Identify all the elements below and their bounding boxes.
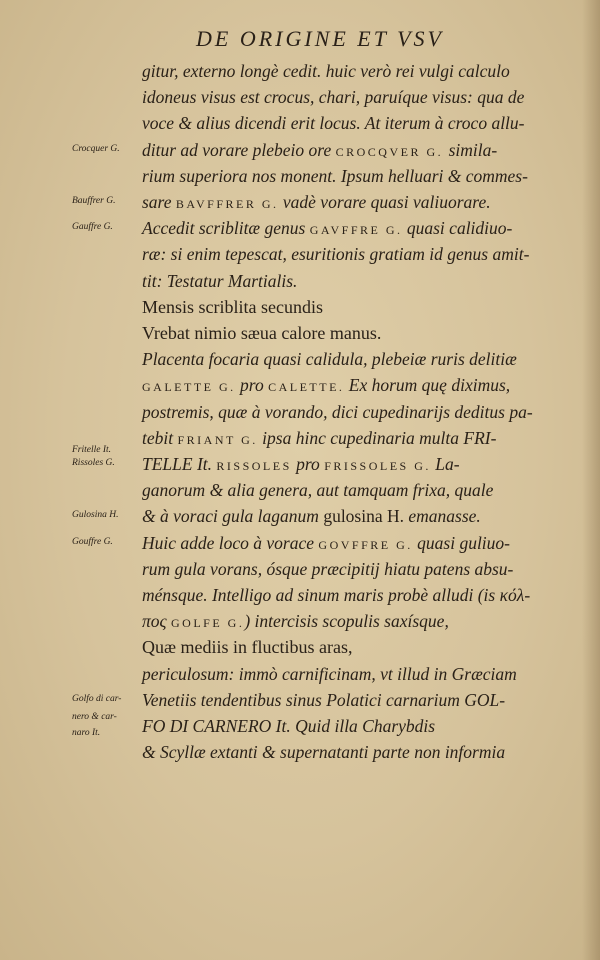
- text-line: [142, 268, 297, 294]
- text-line: [142, 687, 505, 713]
- text-line: [142, 320, 381, 346]
- text-segment: Mensis scriblita secundis: [142, 296, 323, 317]
- text-segment: idoneus visus est crocus, chari, paruíque visus: qua de: [142, 87, 525, 108]
- text-segment: ditur ad vorare plebeio ore: [142, 139, 336, 160]
- text-line: [142, 608, 449, 636]
- text-segment: quasi calidiuo-: [402, 218, 513, 239]
- margin-note: Golfo di car-: [72, 693, 122, 704]
- text-line: [142, 58, 510, 84]
- page-edge-shadow: [582, 0, 600, 960]
- text-segment: RISSOLES: [216, 459, 292, 473]
- text-line: [142, 556, 513, 582]
- text-segment: G.: [420, 144, 449, 159]
- text-segment: quasi guliuo-: [412, 532, 510, 553]
- text-line: [142, 346, 517, 372]
- text-segment: FO DI CARNERO It. Quid illa Charybdis: [142, 716, 436, 736]
- text-segment: FRISSOLES G.: [324, 459, 431, 473]
- text-segment: & à voraci gula laganum: [142, 506, 324, 527]
- text-segment: tebit: [142, 427, 178, 448]
- text-segment: Vrebat nimio sæua calore manus.: [142, 323, 382, 343]
- text-line: [142, 110, 525, 136]
- text-segment: pro: [235, 375, 269, 396]
- text-segment: ganorum & alia genera, aut tamquam frixa, quale: [142, 480, 494, 501]
- text-segment: CROCQVER: [335, 144, 421, 159]
- text-line: [142, 84, 524, 110]
- text-segment: tit: Testatur Martialis.: [142, 270, 298, 291]
- text-line: [142, 215, 512, 243]
- margin-note: Rissoles G.: [72, 458, 115, 468]
- text-line: [142, 163, 528, 189]
- text-segment: Quæ mediis in fluctibus aras,: [142, 637, 353, 658]
- text-segment: BAVFFRER G.: [175, 197, 279, 211]
- text-line: [142, 634, 352, 660]
- text-line: [142, 241, 529, 267]
- text-segment: La-: [430, 454, 460, 474]
- text-segment: ipsa hinc cupedinaria multa FRI-: [257, 427, 497, 448]
- text-line: [142, 661, 517, 687]
- text-segment: & Scyllæ extanti & supernatanti parte non informia: [142, 742, 506, 763]
- text-segment: Placenta focaria quasi calidula, plebeiæ ruris delitiæ: [142, 349, 517, 370]
- text-line: [142, 451, 460, 479]
- text-segment: gitur, externo longè cedit. huic verò rei vulgi calculo: [142, 61, 510, 81]
- margin-note: nero & car-: [72, 712, 117, 723]
- text-segment: ) intercisis scopulis saxísque,: [244, 611, 449, 632]
- text-segment: emanasse.: [404, 506, 481, 527]
- text-line: [142, 582, 530, 608]
- text-segment: Accedit scriblitæ genus: [142, 218, 310, 239]
- margin-note: Bauffrer G.: [72, 196, 116, 206]
- text-segment: GOVFFRE G.: [318, 537, 413, 552]
- margin-note: naro It.: [72, 727, 101, 738]
- text-segment: CALETTE.: [268, 380, 345, 395]
- text-segment: rium superiora nos monent. Ipsum helluari & commes-: [142, 165, 528, 186]
- text-line: [142, 189, 491, 217]
- text-segment: pro: [291, 454, 325, 474]
- text-segment: simila-: [448, 139, 498, 160]
- text-line: [142, 477, 493, 503]
- text-segment: GAVFFRE G.: [309, 223, 403, 238]
- text-line: [142, 713, 435, 739]
- text-line: [142, 739, 505, 765]
- text-line: [142, 294, 323, 320]
- margin-note: Fritelle It.: [72, 444, 112, 455]
- text-line: [142, 372, 510, 400]
- running-head: DE ORIGINE ET VSV: [196, 26, 444, 51]
- text-segment: ræ: si enim tepescat, esuritionis gratiam id genus amit-: [142, 244, 530, 265]
- text-segment: gulosina H.: [323, 506, 405, 527]
- text-segment: Huic adde loco à vorace: [142, 532, 319, 553]
- text-segment: postremis, quæ à vorando, dici cupedinarijs deditus pa-: [142, 401, 533, 422]
- text-segment: vadè vorare quasi valiuorare.: [278, 192, 491, 212]
- text-segment: Venetiis tendentibus sinus Polatici carnarium GOL-: [142, 689, 506, 710]
- text-line: [142, 503, 481, 529]
- text-segment: πος: [142, 611, 171, 632]
- text-segment: sare: [142, 192, 176, 212]
- margin-note: Crocquer G.: [72, 143, 120, 154]
- text-segment: rum gula vorans, ósque præcipitij hiatu patens absu-: [142, 558, 514, 579]
- text-segment: Ex horum quę diximus,: [344, 375, 511, 396]
- text-segment: FRIANT G.: [177, 432, 258, 447]
- text-segment: ménsque. Intelligo ad sinum maris probè alludi (is κόλ-: [142, 585, 531, 605]
- text-line: [142, 530, 510, 558]
- text-segment: GOLFE G.: [171, 616, 245, 631]
- margin-note: Gulosina H.: [72, 510, 119, 521]
- text-segment: voce & alius dicendi erit locus. At iterum à croco allu-: [142, 113, 525, 134]
- text-line: [142, 137, 497, 165]
- text-segment: GALETTE G.: [142, 380, 236, 395]
- margin-note: Gauffre G.: [72, 222, 113, 233]
- text-segment: periculosum: immò carnificinam, vt illud in Græciam: [142, 663, 517, 684]
- text-line: [142, 399, 533, 425]
- margin-note: Gouffre G.: [72, 536, 113, 547]
- text-segment: TELLE It.: [142, 454, 217, 474]
- text-line: [142, 425, 496, 453]
